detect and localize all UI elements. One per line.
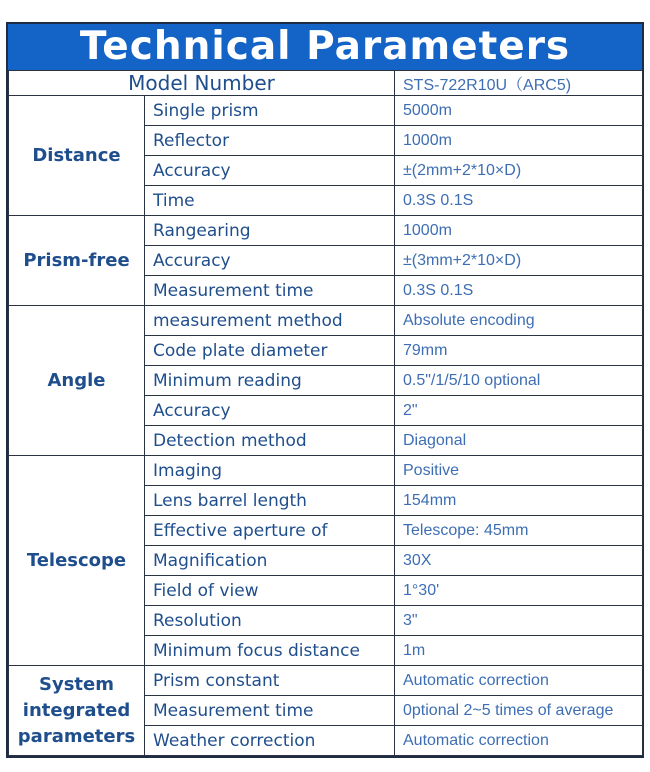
parameter-value: 154mm bbox=[395, 486, 643, 516]
parameter-name: Magnification bbox=[145, 546, 395, 576]
parameter-name: Lens barrel length bbox=[145, 486, 395, 516]
parameter-name: measurement method bbox=[145, 306, 395, 336]
parameter-value: ±(3mm+2*10×D) bbox=[395, 246, 643, 276]
group-label: Distance bbox=[9, 96, 145, 216]
parameter-value: 1000m bbox=[395, 216, 643, 246]
table-row bbox=[9, 456, 643, 486]
parameter-name: Rangearing bbox=[145, 216, 395, 246]
parameter-name: Accuracy bbox=[145, 396, 395, 426]
parameter-value: 0.5"/1/5/10 optional bbox=[395, 366, 643, 396]
parameter-value: 0.3S 0.1S bbox=[395, 276, 643, 306]
table-row bbox=[9, 666, 643, 696]
parameter-name: Reflector bbox=[145, 126, 395, 156]
parameter-name: Single prism bbox=[145, 96, 395, 126]
parameter-sheet bbox=[6, 22, 644, 758]
model-row bbox=[9, 71, 643, 96]
parameter-name: Prism constant bbox=[145, 666, 395, 696]
parameter-name: Measurement time bbox=[145, 276, 395, 306]
table-row bbox=[9, 306, 643, 336]
parameter-name: Measurement time bbox=[145, 696, 395, 726]
group-label: System integrated parameters bbox=[9, 666, 145, 756]
parameter-name: Accuracy bbox=[145, 156, 395, 186]
parameter-name: Time bbox=[145, 186, 395, 216]
parameter-value: 1000m bbox=[395, 126, 643, 156]
model-value: STS-722R10U（ARC5) bbox=[395, 71, 643, 96]
parameter-value: Diagonal bbox=[395, 426, 643, 456]
parameter-name: Effective aperture of bbox=[145, 516, 395, 546]
parameter-value: 3" bbox=[395, 606, 643, 636]
parameter-value: 0.3S 0.1S bbox=[395, 186, 643, 216]
parameter-value: 5000m bbox=[395, 96, 643, 126]
parameter-name: Field of view bbox=[145, 576, 395, 606]
parameters-table bbox=[8, 70, 643, 756]
parameter-name: Detection method bbox=[145, 426, 395, 456]
table-row bbox=[9, 96, 643, 126]
parameter-name: Code plate diameter bbox=[145, 336, 395, 366]
parameter-value: Absolute encoding bbox=[395, 306, 643, 336]
group-label: Telescope bbox=[9, 456, 145, 666]
table-row bbox=[9, 216, 643, 246]
parameter-name: Resolution bbox=[145, 606, 395, 636]
parameter-value: 30X bbox=[395, 546, 643, 576]
group-label: Prism-free bbox=[9, 216, 145, 306]
model-label: Model Number bbox=[9, 71, 395, 96]
parameter-value: 0ptional 2~5 times of average bbox=[395, 696, 643, 726]
group-label: Angle bbox=[9, 306, 145, 456]
parameter-value: Positive bbox=[395, 456, 643, 486]
parameter-value: Telescope: 45mm bbox=[395, 516, 643, 546]
parameter-value: 2" bbox=[395, 396, 643, 426]
parameter-value: Automatic correction bbox=[395, 726, 643, 756]
parameter-value: Automatic correction bbox=[395, 666, 643, 696]
parameter-value: 1°30' bbox=[395, 576, 643, 606]
parameter-value: 79mm bbox=[395, 336, 643, 366]
parameter-name: Weather correction bbox=[145, 726, 395, 756]
parameter-name: Imaging bbox=[145, 456, 395, 486]
parameter-value: ±(2mm+2*10×D) bbox=[395, 156, 643, 186]
page-title: Technical Parameters bbox=[8, 24, 642, 70]
parameter-name: Minimum reading bbox=[145, 366, 395, 396]
parameter-name: Minimum focus distance bbox=[145, 636, 395, 666]
parameter-value: 1m bbox=[395, 636, 643, 666]
parameter-name: Accuracy bbox=[145, 246, 395, 276]
